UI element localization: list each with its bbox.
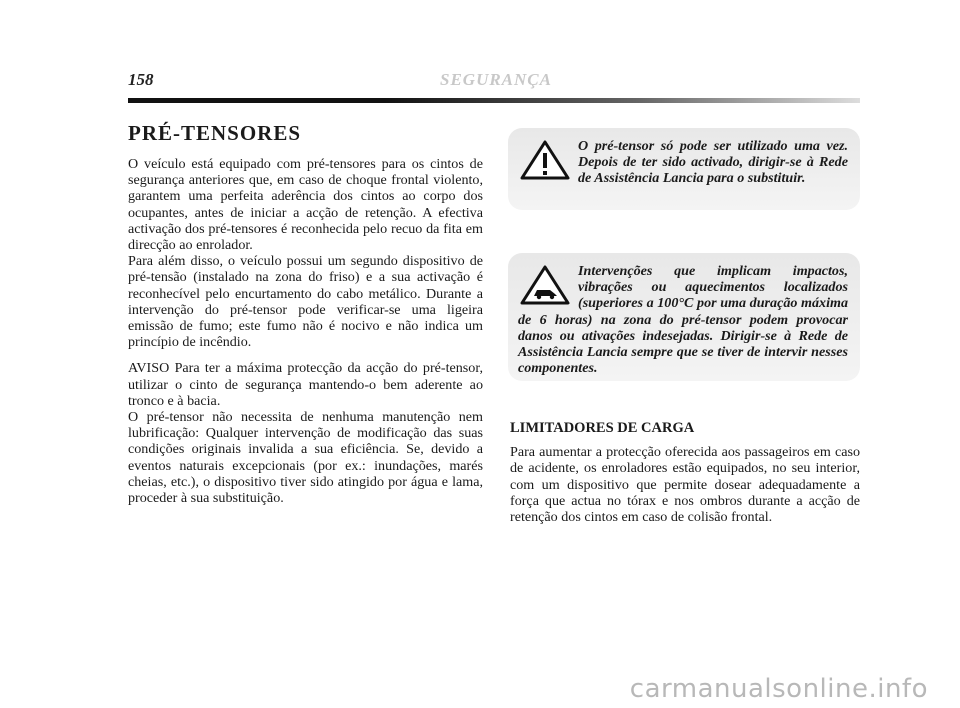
paragraph-4: O pré-tensor não necessita de nenhuma manutenção nem lubrificação: Qualquer intervenção de modificação das suas condições originais invalida a sua eficiência. Se, devido a eventos naturais excepcionais (por ex.: inundações, marés cheias, etc.), o dispositivo tiver sido atingido por água e lama, proceder à sua substituição.: [128, 409, 483, 507]
warning-box-1: [508, 128, 860, 210]
warning-text-2: Intervenções que implicam impactos, vibrações ou aquecimentos localizados (superiores a 100°C por uma duração máxima de 6 horas) na zona do pré-tensor podem provocar danos ou ativações indesejadas. Dirigir-se à Rede de Assistência Lancia sempre que se tiver de intervir nesses componentes.: [518, 263, 848, 377]
warning-text-1: O pré-tensor só pode ser utilizado uma vez. Depois de ter sido activado, dirigir-se à Rede de Assistência Lancia para o substituir.: [578, 138, 848, 187]
paragraph-3: AVISO Para ter a máxima protecção da acção do pré-tensor, utilizar o cinto de segurança mantendo-o bem aderente ao tronco e à bacia.: [128, 360, 483, 409]
subheading-limitadores: LIMITADORES DE CARGA: [510, 420, 695, 436]
heading-pre-tensores: PRÉ-TENSORES: [128, 121, 302, 145]
right-column-text: [510, 420, 860, 525]
paragraph-2: Para além disso, o veículo possui um segundo dispositivo de pré-tensão (instalado na zona do friso) e a sua activação é reconhecível pelo encurtamento do cabo metálico. Durante a intervenção do pré-tensor pode verificar-se uma ligeira emissão de fumo; este fumo não é nocivo e não indica um princípio de incêndio.: [128, 253, 483, 351]
watermark: carmanualsonline.info: [629, 674, 928, 704]
warning-exclamation-icon: [518, 138, 572, 182]
page-number: 158: [128, 70, 154, 89]
section-title: SEGURANÇA: [440, 70, 552, 89]
warning-box-2: [508, 253, 860, 381]
left-column: [128, 120, 483, 516]
warning-vehicle-icon: [518, 263, 572, 307]
header-rule: [128, 98, 860, 103]
paragraph-1: O veículo está equipado com pré-tensores para os cintos de segurança anteriores que, em caso de choque frontal violento, garantem uma perfeita aderência dos cintos ao corpo dos ocupantes, antes de iniciar a acção de retenção. A efectiva activação dos pré-tensores é reconhecida pelo recuo da fita em direcção ao enrolador.: [128, 156, 483, 254]
paragraph-limitadores: Para aumentar a protecção oferecida aos passageiros em caso de acidente, os enroladores estão equipados, no seu interior, com um dispositivo que permite dosear adequadamente a força que actua no tórax e nos ombros durante a acção de retenção dos cintos em caso de colisão frontal.: [510, 444, 860, 526]
